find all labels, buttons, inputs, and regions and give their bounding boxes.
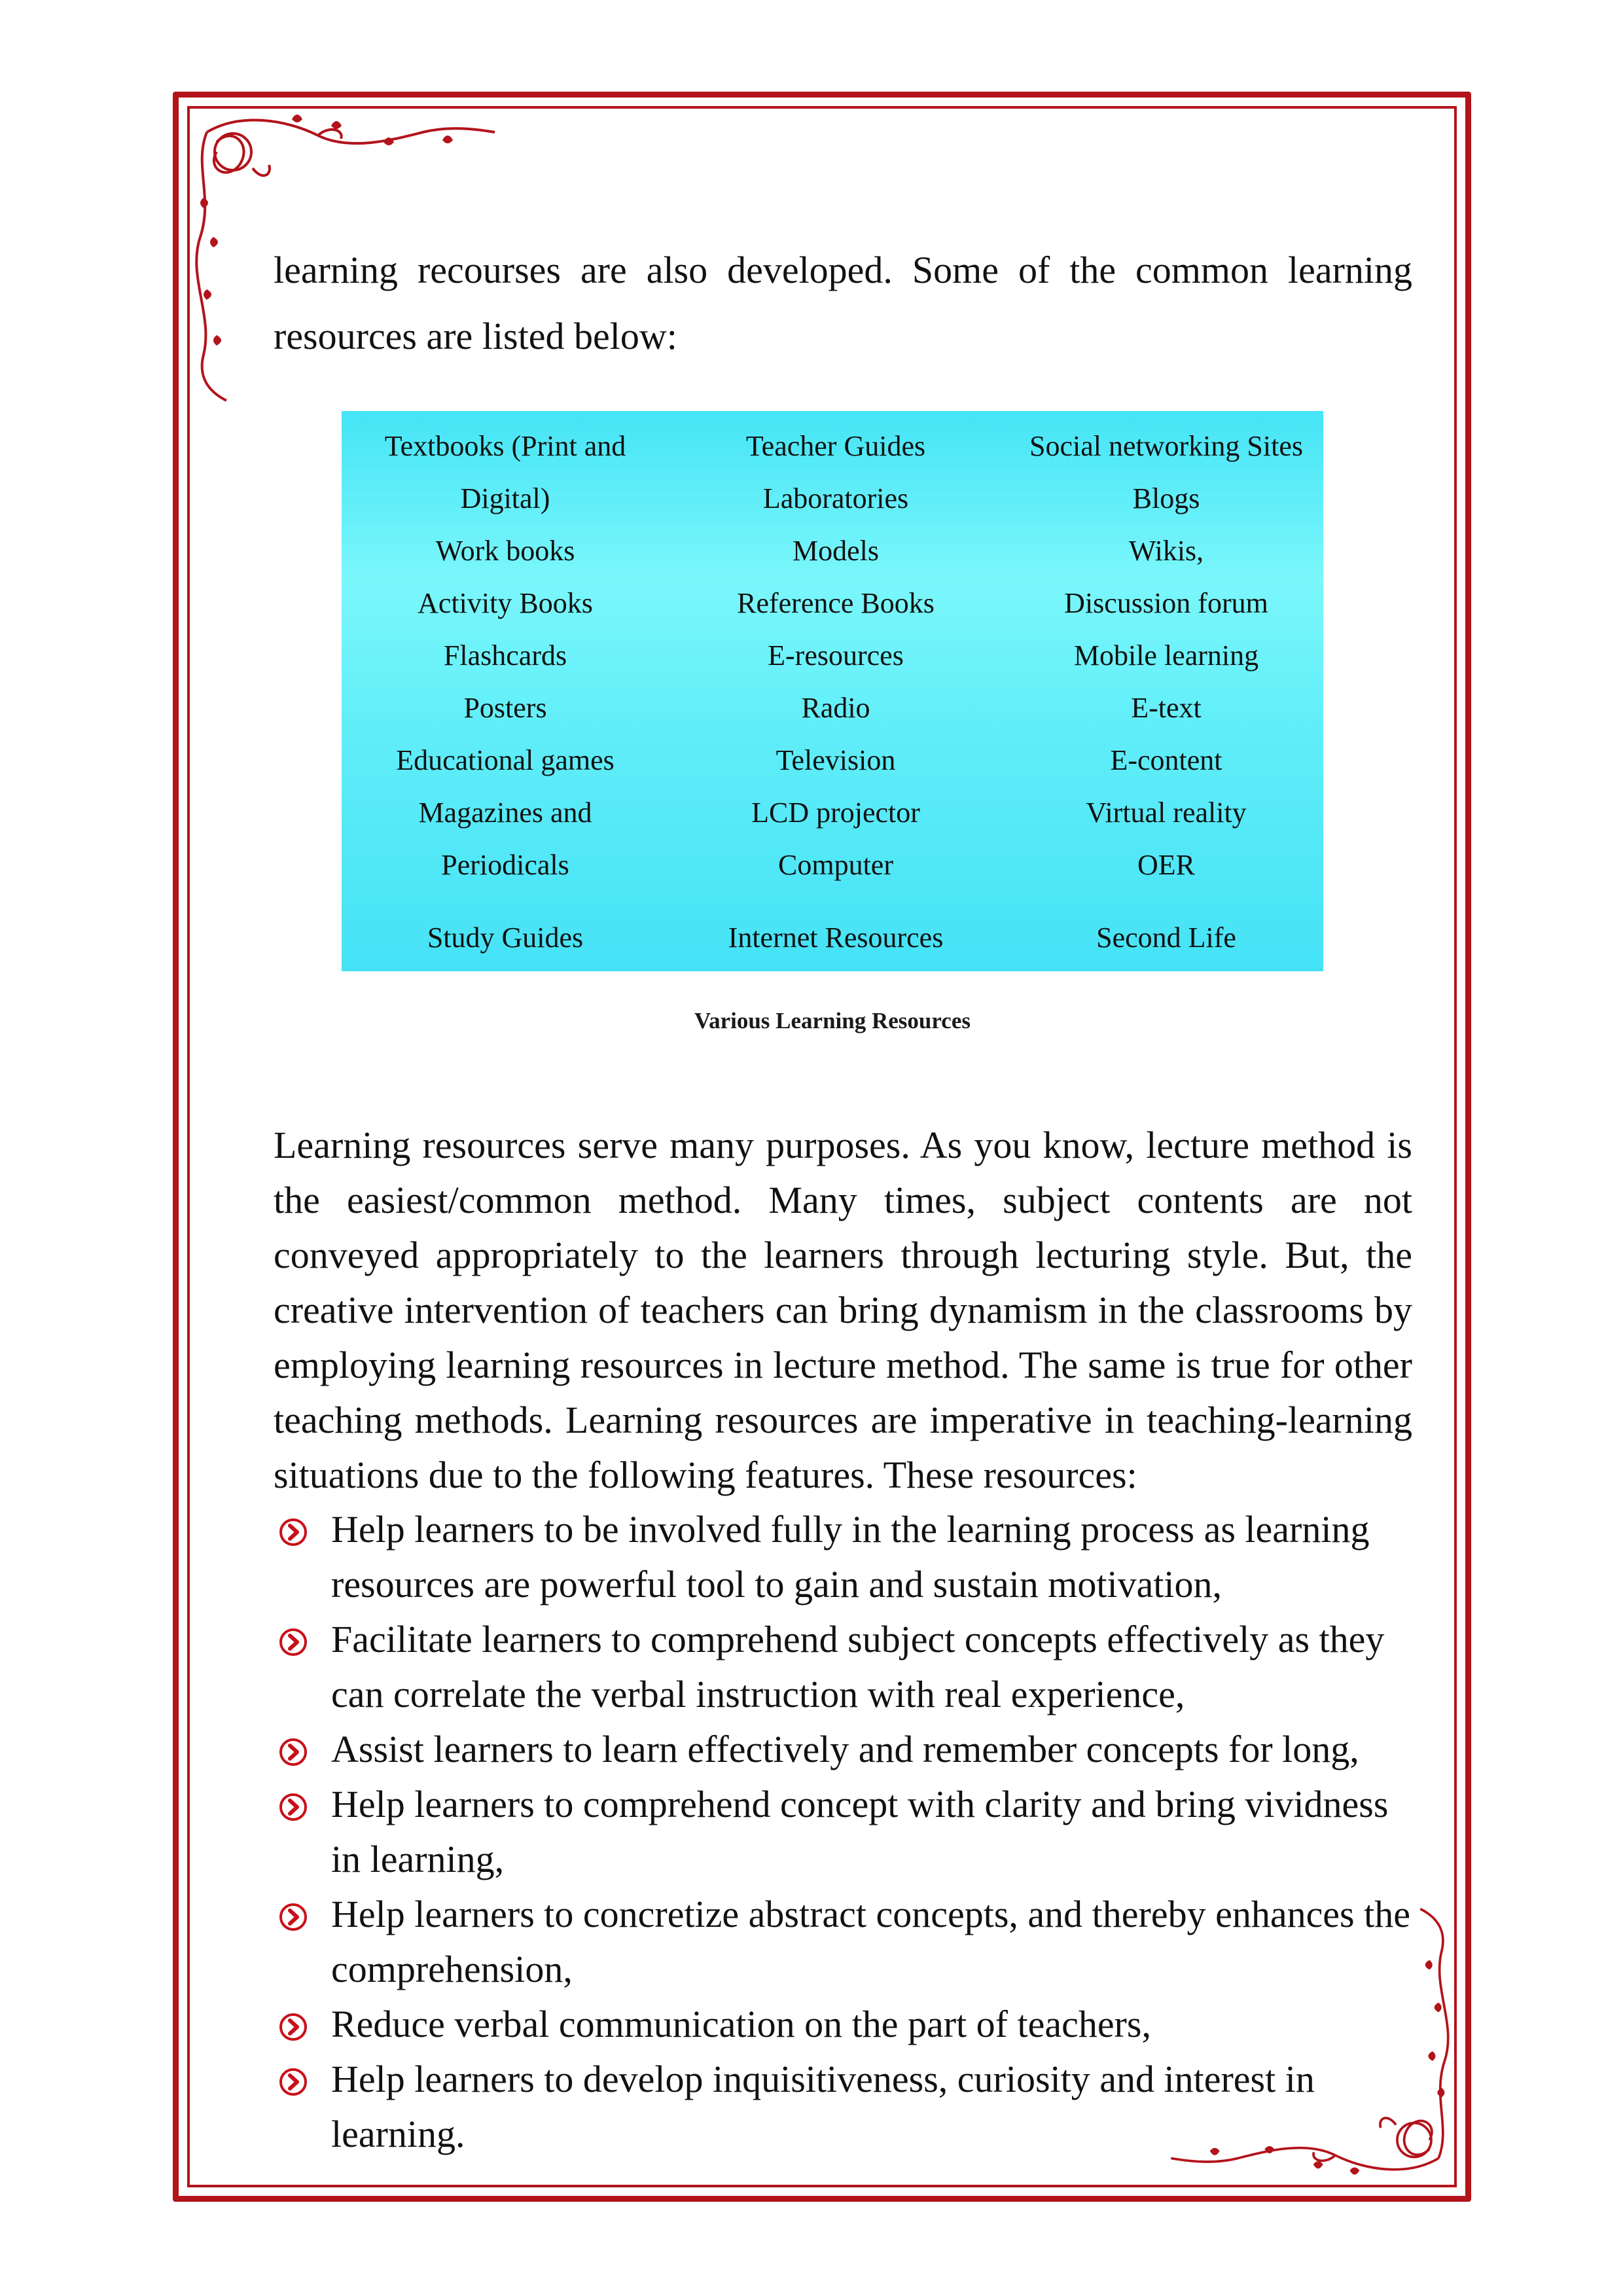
resource-item: Models (793, 535, 879, 567)
table-caption: Various Learning Resources (694, 1008, 971, 1033)
circled-chevron-right-icon (279, 1628, 308, 1657)
resource-item: Digital) (460, 482, 550, 514)
resource-item: Blogs (1132, 482, 1200, 514)
resource-item: OER (1137, 849, 1195, 881)
resource-item: Radio (801, 692, 870, 724)
circled-chevron-right-icon (279, 2068, 308, 2096)
list-item (274, 1502, 1425, 1612)
resource-item: LCD projector (751, 797, 920, 829)
resource-column (1003, 411, 1330, 964)
circled-chevron-right-icon (279, 1903, 308, 1931)
circled-chevron-right-icon (279, 2013, 308, 2041)
resource-column (672, 411, 999, 964)
resource-item: E-text (1131, 692, 1202, 724)
resource-item: Study Guides (427, 922, 584, 954)
circled-chevron-right-icon (279, 1518, 308, 1547)
list-item-text: Reduce verbal communication on the part of teachers, (331, 2003, 1151, 2045)
feature-list (274, 1502, 1425, 2162)
resource-item: Computer (778, 849, 893, 881)
resource-item: Flashcards (443, 639, 567, 672)
resource-item: E-resources (768, 639, 904, 672)
list-item-text: Help learners to comprehend concept with clarity and bring vividness in learning, (331, 1783, 1389, 1880)
resource-item: Work books (435, 535, 575, 567)
resource-item: Reference Books (737, 587, 935, 619)
list-item (274, 1612, 1425, 1722)
body-paragraph: Learning resources serve many purposes. As you know, lecture method is the easiest/common method. Many times, subject contents are not conveyed appropriately to the learners through lecturing style. But, the creative intervention of teachers can bring dynamism in the classrooms by employing learning resources in lecture method. The same is true for other teaching methods. Learning resources are imperative in teaching-learning situations due to the following features. These resources: (274, 1124, 1412, 1496)
list-item (274, 2052, 1425, 2162)
resource-item: Wikis, (1128, 535, 1204, 567)
circled-chevron-right-icon (279, 1793, 308, 1821)
list-item-text: Help learners to concretize abstract concepts, and thereby enhances the comprehension, (331, 1893, 1410, 1990)
list-item-text: Facilitate learners to comprehend subject concepts effectively as they can correlate the verbal instruction with real experience, (331, 1618, 1385, 1715)
list-item-text: Help learners to be involved fully in the learning process as learning resources are powerful tool to gain and sustain motivation, (331, 1508, 1370, 1605)
resource-item: Teacher Guides (745, 430, 926, 462)
resource-item: Television (776, 744, 896, 776)
resource-item: Second Life (1096, 922, 1236, 954)
intro-paragraph: learning recourses are also developed. Some of the common learning resources are listed below: (274, 249, 1412, 357)
learning-resources-table (342, 411, 1323, 971)
resource-item: Laboratories (762, 482, 909, 514)
resource-item: E-content (1110, 744, 1222, 776)
resource-column (342, 411, 669, 964)
list-item-text: Assist learners to learn effectively and remember concepts for long, (331, 1728, 1359, 1770)
resource-item: Educational games (396, 744, 615, 776)
resource-item: Mobile learning (1073, 639, 1259, 672)
resource-item: Posters (463, 692, 547, 724)
resource-item: Discussion forum (1064, 587, 1268, 619)
circled-chevron-right-icon (279, 1738, 308, 1767)
list-item (274, 1777, 1425, 1887)
resource-item: Activity Books (418, 587, 593, 619)
resource-item: Internet Resources (728, 922, 944, 954)
resource-item: Textbooks (Print and (384, 430, 626, 462)
resource-item: Periodicals (441, 849, 569, 881)
list-item (274, 1997, 1425, 2052)
resource-item: Virtual reality (1086, 797, 1247, 829)
resource-item: Social networking Sites (1029, 430, 1303, 462)
resource-item: Magazines and (418, 797, 592, 829)
list-item-text: Help learners to develop inquisitiveness, curiosity and interest in learning. (331, 2058, 1315, 2155)
list-item (274, 1887, 1425, 1997)
list-item (274, 1722, 1425, 1777)
